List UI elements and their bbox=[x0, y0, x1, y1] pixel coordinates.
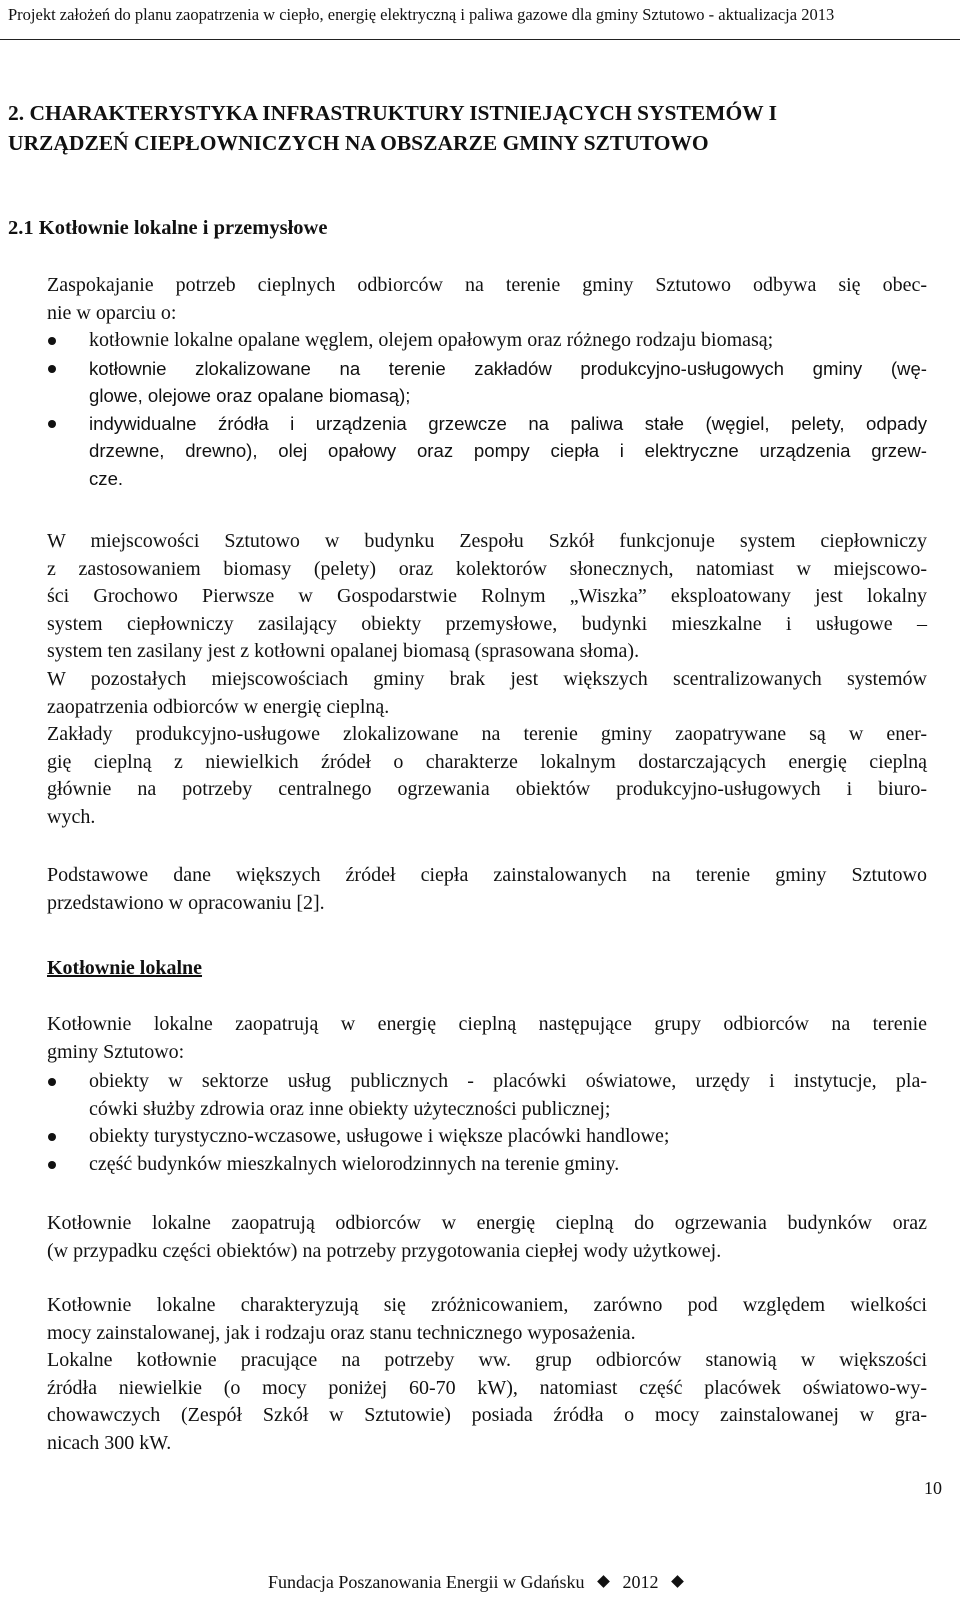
text-line: część budynków mieszkalnych wielorodzinnych na terenie gminy. bbox=[89, 1152, 620, 1175]
text-line: nicach 300 kW. bbox=[47, 1431, 172, 1454]
section-title: 2.1 Kotłownie lokalne i przemysłowe bbox=[8, 217, 328, 239]
text-line: kotłownie lokalne opalane węglem, olejem opałowym oraz różnego rodzaju biomasą; bbox=[89, 329, 774, 351]
text-line: glowe, olejowe oraz opalane biomasą); bbox=[89, 385, 411, 407]
header-divider bbox=[0, 39, 960, 40]
text-line: wych. bbox=[47, 805, 96, 828]
text-line: zaopatrzenia odbiorców w energię cieplną. bbox=[47, 695, 390, 718]
text-line: gminy Sztutowo: bbox=[47, 1040, 185, 1063]
footer-organization: Fundacja Poszanowania Energii w Gdańsku bbox=[267, 1572, 585, 1592]
sources-paragraph bbox=[47, 862, 927, 917]
list-item bbox=[47, 410, 927, 493]
text-line: Kotłownie lokalne charakteryzują się zróżnicowaniem, zarówno pod względem wielkości bbox=[47, 1294, 927, 1316]
subheading-local-boilers: Kotłownie lokalne bbox=[47, 957, 203, 979]
text-line: drzewne, drewno), olej opałowy oraz pompy ciepła i elektryczne urządzenia grzew- bbox=[89, 440, 927, 462]
text-line: obiekty w sektorze usług publicznych - placówki oświatowe, urzędy i instytucje, pla- bbox=[89, 1070, 927, 1092]
intro-paragraph bbox=[47, 272, 927, 327]
text-line: głównie na potrzeby centralnego ogrzewania obiektów produkcyjno-usługowych i biuro- bbox=[47, 778, 927, 801]
text-line: nie w oparciu o: bbox=[47, 301, 177, 324]
text-line: chowawczych (Zespół Szkół w Sztutowie) posiada źródła o mocy zainstalowanej w gra- bbox=[47, 1404, 927, 1427]
diversity-paragraph bbox=[47, 1292, 927, 1458]
list-item bbox=[47, 1068, 927, 1123]
text-line: gię cieplną z niewielkich źródeł o charakterze lokalnym dostarczających energię cieplną bbox=[47, 750, 927, 773]
page-footer bbox=[0, 1572, 960, 1593]
text-line: indywidualne źródła i urządzenia grzewcze na paliwa stałe (węgiel, pelety, odpady bbox=[89, 412, 927, 434]
diamond-icon bbox=[671, 1575, 684, 1588]
text-line: system ciepłowniczy zasilający obiekty przemysłowe, budynki mieszkalne i usługowe – bbox=[47, 612, 927, 635]
text-line: przedstawiono w opracowaniu [2]. bbox=[47, 891, 325, 914]
text-line: system ten zasilany jest z kotłowni opalanej biomasą (sprasowana słoma). bbox=[47, 640, 640, 663]
text-line: z zastosowaniem biomasy (pelety) oraz kolektorów słonecznych, natomiast w miejscowo- bbox=[47, 557, 927, 580]
list-item bbox=[47, 1123, 927, 1151]
chapter-title-line: URZĄDZEŃ CIEPŁOWNICZYCH NA OBSZARZE GMINY SZTUTOWO bbox=[8, 131, 709, 155]
list-item bbox=[47, 355, 927, 410]
text-line: ści Grochowo Pierwsze w Gospodarstwie Rolnym „Wiszka” eksploatowany jest lokalny bbox=[47, 585, 927, 608]
text-line: Podstawowe dane większych źródeł ciepła zainstalowanych na terenie gminy Sztutowo bbox=[47, 864, 927, 886]
text-line: Lokalne kotłownie pracujące na potrzeby ww. grup odbiorców stanowią w większości bbox=[47, 1349, 927, 1372]
systems-paragraph bbox=[47, 528, 927, 832]
text-line: cówki służby zdrowia oraz inne obiekty użyteczności publicznej; bbox=[89, 1097, 611, 1120]
chapter-title-line: 2. CHARAKTERYSTYKA INFRASTRUKTURY ISTNIEJĄCYCH SYSTEMÓW I bbox=[8, 101, 778, 125]
text-line: cze. bbox=[89, 467, 124, 489]
text-line: W miejscowości Sztutowo w budynku Zespołu Szkół funkcjonuje system ciepłowniczy bbox=[47, 530, 927, 552]
text-line: źródła niewielkie (o mocy poniżej 60-70 kW), natomiast część placówek oświatowo-wy- bbox=[47, 1376, 927, 1399]
recipient-groups-list bbox=[47, 1068, 927, 1178]
text-line: obiekty turystyczno-wczasowe, usługowe i większe placówki handlowe; bbox=[89, 1125, 670, 1148]
text-line: Kotłownie lokalne zaopatrują w energię cieplną następujące grupy odbiorców na terenie bbox=[47, 1013, 927, 1035]
text-line: W pozostałych miejscowościach gminy brak jest większych scentralizowanych systemów bbox=[47, 667, 927, 690]
text-line: Zaspokajanie potrzeb cieplnych odbiorców na terenie gminy Sztutowo odbywa się obec- bbox=[47, 274, 927, 296]
list-item bbox=[47, 1151, 927, 1179]
page-number: 10 bbox=[924, 1478, 942, 1498]
text-line: mocy zainstalowanej, jak i rodzaju oraz stanu technicznego wyposażenia. bbox=[47, 1321, 636, 1344]
running-header: Projekt założeń do planu zaopatrzenia w ciepło, energię elektryczną i paliwa gazowe dla gminy Sztutowo - aktualizacja 2013 bbox=[8, 5, 835, 24]
heating-paragraph bbox=[47, 1210, 927, 1265]
text-line: Zakłady produkcyjno-usługowe zlokalizowane na terenie gminy zaopatrywane są w ener- bbox=[47, 723, 927, 746]
chapter-title bbox=[8, 98, 948, 158]
groups-paragraph bbox=[47, 1011, 927, 1066]
diamond-icon bbox=[597, 1575, 610, 1588]
heating-sources-list bbox=[47, 327, 927, 493]
text-line: kotłownie zlokalizowane na terenie zakładów produkcyjno-usługowych gminy (wę- bbox=[89, 357, 927, 379]
text-line: Kotłownie lokalne zaopatrują odbiorców w energię cieplną do ogrzewania budynków oraz bbox=[47, 1212, 927, 1234]
text-line: (w przypadku części obiektów) na potrzeby przygotowania ciepłej wody użytkowej. bbox=[47, 1239, 722, 1262]
list-item bbox=[47, 327, 927, 355]
footer-year: 2012 bbox=[622, 1572, 659, 1592]
